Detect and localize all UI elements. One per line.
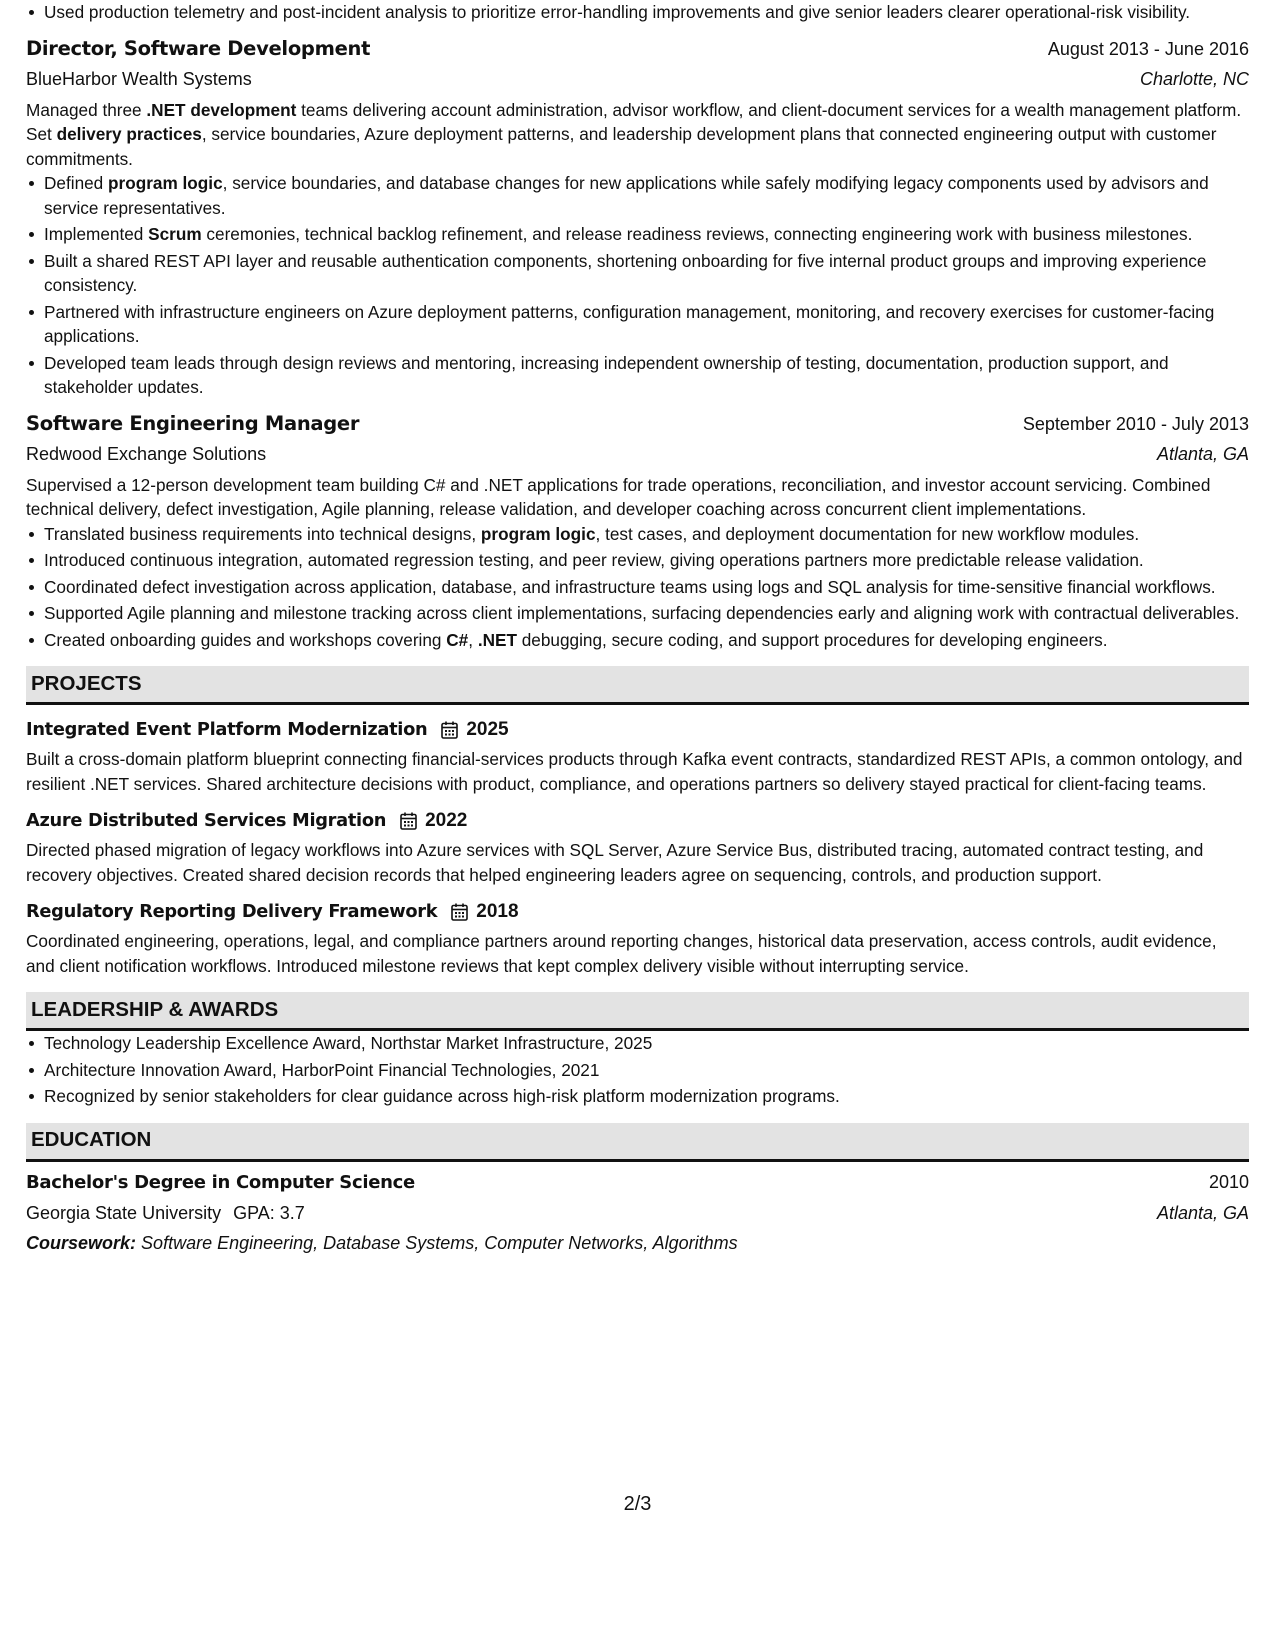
- award-item: Architecture Innovation Award, HarborPoint Financial Technologies, 2021: [44, 1058, 1249, 1083]
- coursework-list: Software Engineering, Database Systems, Computer Networks, Algorithms: [141, 1232, 738, 1253]
- calendar-icon: [451, 903, 468, 921]
- degree-title: Bachelor's Degree in Computer Science: [26, 1171, 415, 1193]
- school-name: Georgia State University: [26, 1202, 222, 1223]
- job-title: Director, Software Development: [26, 36, 371, 60]
- project-year: 2025: [466, 718, 509, 740]
- bullet-item: Implemented Scrum ceremonies, technical backlog refinement, and release readiness reviews, connecting engineering work with business milestones.: [44, 222, 1249, 247]
- awards-section-header: LEADERSHIP & AWARDS: [26, 992, 1249, 1031]
- emphasis-text: program logic: [480, 523, 596, 544]
- emphasis-text: .NET: [477, 629, 517, 650]
- bullet-item: Translated business requirements into technical designs, program logic, test cases, and deployment documentation for new workflow modules.: [44, 522, 1249, 547]
- job-entry: [26, 34, 1249, 400]
- job-dates: August 2013 - June 2016: [1047, 38, 1249, 59]
- bullet-item: Coordinated defect investigation across application, database, and infrastructure teams using logs and SQL analysis for time-sensitive financial workflows.: [44, 575, 1249, 600]
- projects-section-header: PROJECTS: [26, 666, 1249, 705]
- school-location: Atlanta, GA: [1156, 1202, 1249, 1223]
- job-bullets: [26, 522, 1249, 653]
- bullet-item: Partnered with infrastructure engineers on Azure deployment patterns, configuration management, monitoring, and recovery exercises for customer-facing applications.: [44, 300, 1249, 349]
- bullet-item: Used production telemetry and post-incident analysis to prioritize error-handling improvements and give senior leaders clearer operational-risk visibility.: [44, 0, 1249, 25]
- job-bullets: [26, 171, 1249, 400]
- project-entry: [26, 804, 1249, 887]
- emphasis-text: C#: [446, 629, 469, 650]
- job-title: Software Engineering Manager: [26, 411, 360, 435]
- company-name: Redwood Exchange Solutions: [26, 443, 267, 464]
- job-summary: Supervised a 12-person development team building C# and .NET applications for trade operations, reconciliation, and investor account servicing. Combined technical delivery, defect investigation, Agile planning, release validation, and developer coaching across concurrent client implementations.: [26, 474, 1211, 519]
- project-year: 2018: [476, 900, 519, 922]
- project-year: 2022: [425, 809, 468, 831]
- project-title: Integrated Event Platform Modernization: [26, 718, 428, 740]
- award-item: Recognized by senior stakeholders for clear guidance across high-risk platform modernization programs.: [44, 1084, 1249, 1109]
- bullet-item: Created onboarding guides and workshops covering C#, .NET debugging, secure coding, and support procedures for developing engineers.: [44, 628, 1249, 653]
- education-entry: [26, 1167, 1249, 1258]
- bullet-item: Supported Agile planning and milestone tracking across client implementations, surfacing dependencies early and aligning work with contractual deliverables.: [44, 601, 1249, 626]
- calendar-icon: [441, 721, 458, 739]
- project-title: Azure Distributed Services Migration: [26, 809, 387, 831]
- job-entry: [26, 409, 1249, 653]
- bullet-item: Defined program logic, service boundaries, and database changes for new applications while safely modifying legacy components used by advisors and service representatives.: [44, 171, 1249, 220]
- project-description: Coordinated engineering, operations, legal, and compliance partners around reporting changes, historical data preservation, access controls, audit evidence, and client notification workflows. Introduced milestone reviews that kept complex delivery visible without interrupting service.: [26, 931, 1217, 976]
- company-name: BlueHarbor Wealth Systems: [26, 68, 252, 89]
- emphasis-text: program logic: [108, 173, 223, 193]
- education-section-header: EDUCATION: [26, 1123, 1249, 1162]
- emphasis-text: .NET development: [146, 99, 297, 120]
- coursework: [26, 1228, 1249, 1258]
- job-dates: September 2010 - July 2013: [1022, 413, 1249, 434]
- project-entry: [26, 895, 1249, 978]
- bullet-item: Built a shared REST API layer and reusable authentication components, shortening onboarding for five internal product groups and improving experience consistency.: [44, 249, 1249, 298]
- emphasis-text: delivery practices: [56, 124, 202, 144]
- project-description: Built a cross-domain platform blueprint connecting financial-services products through Kafka event contracts, standardized REST APIs, a common ontology, and resilient .NET services. Shared architecture decisions with product, compliance, and operations partners so delivery stayed practical for client-facing teams.: [26, 749, 1243, 794]
- coursework-label: Coursework:: [26, 1232, 137, 1253]
- job-location: Atlanta, GA: [1156, 443, 1249, 464]
- project-description: Directed phased migration of legacy workflows into Azure services with SQL Server, Azure Service Bus, distributed tracing, automated contract testing, and recovery objectives. Created shared decision records that helped engineering leaders agree on sequencing, controls, and production support.: [26, 840, 1204, 885]
- emphasis-text: Scrum: [148, 224, 202, 244]
- job-summary: Managed three .NET development teams delivering account administration, advisor workflow, and client-document services for a wealth management platform. Set delivery practices, service boundaries, Azure deployment patterns, and leadership development plans that connected engineering output with customer commitments.: [26, 99, 1242, 169]
- calendar-icon: [400, 812, 417, 830]
- award-item: Technology Leadership Excellence Award, Northstar Market Infrastructure, 2025: [44, 1031, 1249, 1056]
- awards-list: [26, 1031, 1249, 1109]
- graduation-year: 2010: [1208, 1171, 1249, 1192]
- bullet-item: Developed team leads through design reviews and mentoring, increasing independent ownership of testing, documentation, production support, and stakeholder updates.: [44, 351, 1249, 400]
- bullet-item: Introduced continuous integration, automated regression testing, and peer review, giving operations partners more predictable release validation.: [44, 548, 1249, 573]
- job-location: Charlotte, NC: [1139, 68, 1249, 89]
- page-number: 2/3: [623, 1493, 652, 1515]
- project-title: Regulatory Reporting Delivery Framework: [26, 900, 438, 922]
- project-entry: [26, 713, 1249, 796]
- gpa: GPA: 3.7: [233, 1202, 305, 1223]
- continued-bullet-list: [26, 0, 1249, 25]
